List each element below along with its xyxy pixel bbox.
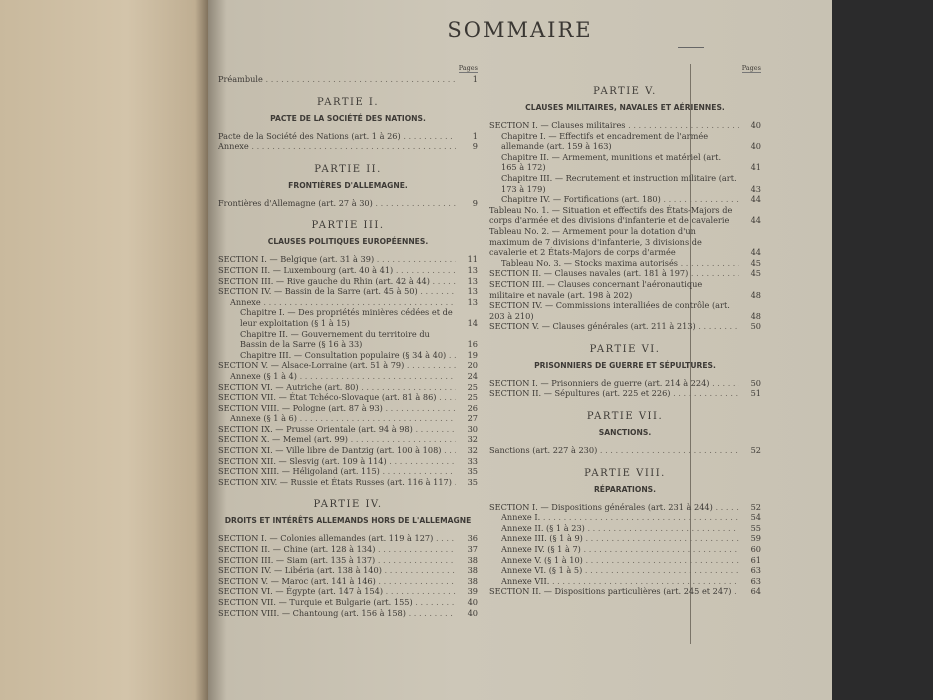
entry-title: Tableau No. 2. — Armement pour la dotation d'un maximum de 7 divisions d'infanterie, 3 divisions de cavalerie et 2 États-Majors de corps d'armée <box>489 225 702 258</box>
entry-page-number: 39 <box>467 586 478 597</box>
left-page <box>0 0 212 700</box>
toc-entry[interactable] <box>218 297 478 308</box>
entry-page-number: 51 <box>750 388 761 399</box>
entry-title: SECTION IV. — Libéria (art. 138 à 140) . . . <box>218 565 456 576</box>
toc-entry[interactable] <box>218 131 478 142</box>
entry-page-number: 27 <box>467 413 478 424</box>
part-title: CLAUSES MILITAIRES, NAVALES ET AÉRIENNES. <box>525 103 725 112</box>
entry-title: Tableau No. 3. — Stocks maxima autorisés . . . <box>501 258 739 269</box>
toc-entry[interactable] <box>489 555 761 566</box>
toc-entry[interactable] <box>218 424 478 435</box>
entry-title: SECTION V. — Clauses générales (art. 211 à 213) . . . <box>489 321 739 332</box>
entry-title: SECTION III. — Rive gauche du Rhin (art. 42 à 44) . . . <box>218 276 456 287</box>
toc-entry[interactable] <box>489 565 761 576</box>
toc-entry[interactable] <box>218 74 478 85</box>
entry-title: SECTION V. — Alsace-Lorraine (art. 51 à 79) . . . <box>218 360 456 371</box>
toc-entry[interactable] <box>218 565 478 576</box>
entry-title: Chapitre IV. — Fortifications (art. 180) . . . <box>501 194 739 205</box>
entry-title: Pacte de la Société des Nations (art. 1 à 26) . . . <box>218 131 456 142</box>
page-title: SOMMAIRE <box>447 18 593 42</box>
toc-entry[interactable] <box>489 502 761 513</box>
toc-entry[interactable] <box>489 523 761 534</box>
toc-entry[interactable] <box>218 608 478 619</box>
entry-page-number: 48 <box>750 289 761 300</box>
entry-title: Annexe (§ 1 à 4) . . . <box>230 371 456 382</box>
entry-title: SECTION III. — Siam (art. 135 à 137) . . . <box>218 555 456 566</box>
entry-title: SECTION V. — Maroc (art. 141 à 146) . . . <box>218 576 456 587</box>
entry-title: SECTION XII. — Slesvig (art. 109 à 114) . . . <box>218 456 456 467</box>
entry-title: SECTION II. — Luxembourg (art. 40 à 41) . . . <box>218 265 456 276</box>
entry-page-number: 60 <box>750 544 761 555</box>
toc-entry[interactable] <box>218 403 478 414</box>
entry-title: Annexe (§ 1 à 6) . . . <box>230 413 456 424</box>
toc-entry[interactable] <box>218 576 478 587</box>
entry-title: SECTION XIV. — Russie et États Russes (art. 116 à 117) . . . <box>218 477 456 488</box>
entry-page-number: 32 <box>467 445 478 456</box>
toc-list-left <box>218 74 478 618</box>
entry-page-number: 61 <box>750 554 761 565</box>
part-heading: PARTIE IV. <box>313 499 383 511</box>
entry-page-number: 40 <box>467 597 478 607</box>
entry-page-number: 33 <box>467 455 478 466</box>
toc-entry[interactable] <box>218 198 478 209</box>
entry-page-number: 9 <box>472 197 478 208</box>
entry-page-number: 25 <box>467 381 478 392</box>
entry-page-number: 20 <box>467 360 478 371</box>
toc-entry[interactable] <box>218 477 478 488</box>
entry-page-number: 30 <box>467 423 478 434</box>
entry-title: Chapitre III. — Consultation populaire (§ 34 à 40) . . . <box>240 350 456 361</box>
toc-entry[interactable] <box>218 434 478 445</box>
toc-entry[interactable] <box>489 300 761 321</box>
part-title: CLAUSES POLITIQUES EUROPÉENNES. <box>267 237 429 247</box>
entry-page-number: 26 <box>467 402 478 413</box>
entry-title: SECTION X. — Memel (art. 99) . . . <box>218 434 456 445</box>
toc-entry[interactable] <box>489 388 761 399</box>
toc-entry[interactable] <box>489 279 761 300</box>
part-heading: PARTIE VII. <box>586 411 664 423</box>
toc-entry[interactable] <box>218 371 478 382</box>
part-heading: PARTIE III. <box>311 220 385 232</box>
entry-title: SECTION VI. — Autriche (art. 80) . . . <box>218 382 456 393</box>
part-title: FRONTIÈRES D'ALLEMAGNE. <box>288 180 408 190</box>
entry-title: SECTION XIII. — Héligoland (art. 115) . . . <box>218 466 456 477</box>
entry-title: SECTION IV. — Bassin de la Sarre (art. 45 à 50) . . . <box>218 286 456 297</box>
entry-page-number: 55 <box>750 522 761 533</box>
entry-page-number: 48 <box>750 310 761 321</box>
entry-title: SECTION I. — Belgique (art. 31 à 39) . . . <box>218 254 456 265</box>
toc-entry[interactable] <box>218 307 478 328</box>
entry-title: SECTION VII. — Turquie et Bulgarie (art. 155) . . . <box>218 597 456 608</box>
toc-entry[interactable] <box>218 141 478 152</box>
toc-column-right <box>489 64 761 597</box>
entry-page-number: 38 <box>467 575 478 586</box>
entry-page-number: 45 <box>750 257 761 268</box>
entry-title: Annexe VI. (§ 1 à 5) . . . <box>501 565 739 576</box>
entry-title: Annexe V. (§ 1 à 10) . . . <box>501 555 739 566</box>
entry-title: Annexe IV. (§ 1 à 7) . . . <box>501 544 739 555</box>
entry-title: SECTION VIII. — Chantoung (art. 156 à 158) . . . <box>218 608 456 619</box>
toc-entry[interactable] <box>218 597 478 608</box>
toc-entry[interactable] <box>489 173 761 194</box>
entry-title: SECTION VII. — État Tchéco-Slovaque (art. 81 à 86) . . . <box>218 392 456 403</box>
entry-page-number: 52 <box>750 501 761 512</box>
entry-page-number: 1 <box>472 74 478 84</box>
toc-entry[interactable] <box>489 268 761 279</box>
entry-page-number: 44 <box>750 194 761 205</box>
entry-title: Annexe I. . . . <box>501 512 739 523</box>
entry-page-number: 13 <box>467 264 478 275</box>
entry-title: SECTION II. — Dispositions particulières (art. 245 et 247) . . . <box>489 586 739 597</box>
entry-page-number: 25 <box>467 392 478 403</box>
entry-page-number: 9 <box>472 141 478 152</box>
part-title: PACTE DE LA SOCIÉTÉ DES NATIONS. <box>270 113 426 123</box>
entry-page-number: 40 <box>750 120 761 130</box>
toc-entry[interactable] <box>489 226 761 258</box>
part-heading: PARTIE I. <box>316 96 380 108</box>
part-heading: PARTIE II. <box>314 163 382 175</box>
toc-entry[interactable] <box>218 586 478 597</box>
part-title: RÉPARATIONS. <box>593 484 657 494</box>
entry-title: SECTION I. — Clauses militaires . . . <box>489 120 739 131</box>
entry-page-number: 38 <box>467 554 478 565</box>
toc-entry[interactable] <box>218 276 478 287</box>
entry-page-number: 19 <box>467 349 478 360</box>
entry-page-number: 50 <box>750 377 761 388</box>
toc-entry[interactable] <box>489 378 761 389</box>
entry-title: SECTION I. — Colonies allemandes (art. 119 à 127) . . . <box>218 533 456 544</box>
toc-entry[interactable] <box>218 413 478 424</box>
entry-page-number: 40 <box>467 607 478 618</box>
entry-title: SECTION I. — Dispositions générales (art. 231 à 244) . . . <box>489 502 739 513</box>
toc-entry[interactable] <box>218 466 478 477</box>
entry-title: Chapitre I. — Des propriétés minières cédées et de leur exploitation (§ 1 à 15) <box>240 307 453 328</box>
toc-entry[interactable] <box>218 286 478 297</box>
entry-page-number: 14 <box>467 317 478 328</box>
entry-title: SECTION II. — Clauses navales (art. 181 à 197) . . . <box>489 268 739 279</box>
toc-entry[interactable] <box>218 392 478 403</box>
entry-title: Annexe VII. . . . <box>501 576 739 587</box>
entry-title: Annexe III. (§ 1 à 9) . . . <box>501 533 739 544</box>
pages-header: Pages <box>741 64 761 72</box>
toc-entry[interactable] <box>218 350 478 361</box>
part-heading: PARTIE VI. <box>589 343 661 355</box>
toc-entry[interactable] <box>489 152 761 173</box>
entry-page-number: 24 <box>467 370 478 381</box>
toc-list-right <box>489 86 761 597</box>
entry-title: SECTION II. — Sépultures (art. 225 et 226) . . . <box>489 388 739 399</box>
toc-entry[interactable] <box>489 533 761 544</box>
entry-title: SECTION IX. — Prusse Orientale (art. 94 à 98) . . . <box>218 424 456 435</box>
toc-entry[interactable] <box>218 329 478 350</box>
toc-column-left <box>218 64 478 618</box>
toc-entry[interactable] <box>218 533 478 544</box>
entry-page-number: 38 <box>467 565 478 576</box>
toc-entry[interactable] <box>489 258 761 269</box>
entry-page-number: 63 <box>750 565 761 576</box>
entry-title: SECTION III. — Clauses concernant l'aéronautique militaire et navale (art. 198 à 202) <box>489 278 703 300</box>
toc-entry[interactable] <box>489 321 761 332</box>
entry-page-number: 32 <box>467 434 478 445</box>
part-heading: PARTIE VIII. <box>584 467 666 479</box>
entry-page-number: 43 <box>750 183 761 194</box>
entry-page-number: 44 <box>750 215 761 226</box>
toc-entry[interactable] <box>489 544 761 555</box>
part-heading: PARTIE V. <box>593 86 657 97</box>
entry-title: SECTION VIII. — Pologne (art. 87 à 93) . . . <box>218 403 456 414</box>
entry-title: SECTION VI. — Égypte (art. 147 à 154) . . . <box>218 586 456 597</box>
toc-entry[interactable] <box>218 445 478 456</box>
entry-page-number: 45 <box>750 268 761 279</box>
toc-entry[interactable] <box>218 360 478 371</box>
entry-title: Annexe . . . <box>218 141 456 152</box>
toc-entry[interactable] <box>489 120 761 131</box>
entry-title: Tableau No. 1. — Situation et effectifs des États-Majors de corps d'armée et des divisions d'infanterie et de cavalerie <box>489 204 733 226</box>
entry-title: Annexe II. (§ 1 à 23) . . . <box>501 523 739 534</box>
entry-title: Chapitre III. — Recrutement et instruction militaire (art. 173 à 179) <box>501 172 737 194</box>
entry-title: Chapitre II. — Gouvernement du territoire du Bassin de la Sarre (§ 16 à 33) <box>240 328 430 350</box>
entry-page-number: 13 <box>467 286 478 297</box>
entry-page-number: 40 <box>750 141 761 152</box>
entry-page-number: 13 <box>467 275 478 286</box>
part-title: PRISONNIERS DE GUERRE ET SÉPULTURES. <box>534 360 716 370</box>
entry-page-number: 1 <box>472 130 478 141</box>
part-title: SANCTIONS. <box>598 428 652 438</box>
pages-header: Pages <box>458 64 478 72</box>
toc-entry[interactable] <box>489 512 761 523</box>
toc-entry[interactable] <box>489 576 761 587</box>
entry-title: Chapitre II. — Armement, munitions et matériel (art. 165 à 172) <box>501 151 722 173</box>
entry-title: Chapitre I. — Effectifs et encadrement de l'armée allemande (art. 159 à 163) <box>501 130 709 152</box>
toc-entry[interactable] <box>489 205 761 226</box>
entry-page-number: 16 <box>467 339 478 350</box>
entry-page-number: 35 <box>467 476 478 487</box>
toc-entry[interactable] <box>489 586 761 597</box>
entry-title: Annexe . . . <box>230 297 456 308</box>
entry-page-number: 64 <box>750 586 761 597</box>
entry-page-number: 54 <box>750 512 761 523</box>
entry-title: Frontières d'Allemagne (art. 27 à 30) . . . <box>218 198 456 209</box>
entry-title: Sanctions (art. 227 à 230) . . . <box>489 445 739 456</box>
entry-page-number: 63 <box>750 575 761 586</box>
toc-entry[interactable] <box>218 555 478 566</box>
toc-entry[interactable] <box>218 254 478 265</box>
toc-entry[interactable] <box>489 194 761 205</box>
part-title: DROITS ET INTÉRÊTS ALLEMANDS HORS DE L'ALLEMAGNE <box>224 516 472 526</box>
toc-entry[interactable] <box>218 382 478 393</box>
entry-title: SECTION I. — Prisonniers de guerre (art. 214 à 224) . . . <box>489 378 739 389</box>
entry-page-number: 44 <box>750 247 761 258</box>
toc-entry[interactable] <box>489 131 761 152</box>
toc-entry[interactable] <box>218 544 478 555</box>
toc-entry[interactable] <box>489 445 761 456</box>
entry-page-number: 41 <box>750 162 761 173</box>
entry-page-number: 36 <box>467 533 478 544</box>
entry-page-number: 37 <box>467 544 478 555</box>
entry-title: SECTION IV. — Commissions interalliées de contrôle (art. 203 à 210) <box>489 300 730 321</box>
entry-page-number: 50 <box>750 321 761 332</box>
title-rule <box>678 47 704 48</box>
entry-page-number: 35 <box>467 466 478 477</box>
entry-page-number: 13 <box>467 296 478 307</box>
toc-entry[interactable] <box>218 265 478 276</box>
entry-title: SECTION XI. — Ville libre de Dantzig (art. 100 à 108) . . . <box>218 445 456 456</box>
toc-entry[interactable] <box>218 456 478 467</box>
entry-page-number: 11 <box>467 254 478 265</box>
entry-page-number: 59 <box>750 533 761 544</box>
entry-title: Préambule . . . <box>218 74 456 85</box>
entry-page-number: 52 <box>750 445 761 456</box>
entry-title: SECTION II. — Chine (art. 128 à 134) . . . <box>218 544 456 555</box>
